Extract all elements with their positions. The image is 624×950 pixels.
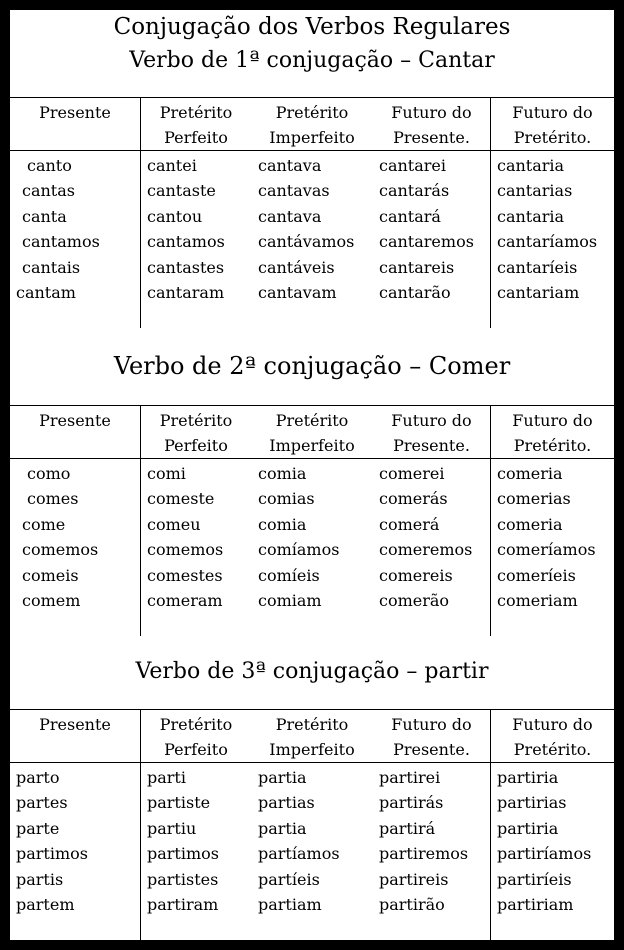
list-item: partes bbox=[16, 793, 68, 813]
list-item: comeis bbox=[22, 565, 79, 585]
section-heading-1: Verbo de 1ª conjugação – Cantar bbox=[129, 48, 495, 73]
column-futuro-presente bbox=[379, 461, 472, 613]
list-item: partirei bbox=[379, 768, 441, 787]
header-preterito-perfeito: Pretérito Perfeito bbox=[159, 411, 233, 455]
header-futuro-presente: Futuro do Presente. bbox=[391, 715, 472, 759]
column-divider bbox=[490, 98, 491, 328]
list-item: cantava bbox=[258, 206, 322, 226]
header-preterito-perfeito: Pretérito Perfeito bbox=[159, 715, 233, 759]
list-item: comereis bbox=[379, 565, 453, 585]
column-preterito-imperfeito bbox=[258, 461, 339, 613]
list-item: partíamos bbox=[258, 844, 340, 864]
list-item: parti bbox=[147, 768, 186, 787]
list-item: partiu bbox=[147, 818, 197, 838]
list-item: comi bbox=[147, 464, 186, 483]
list-item: comerão bbox=[379, 590, 450, 610]
conjugation-table-2 bbox=[10, 405, 614, 636]
list-item: partirias bbox=[497, 793, 567, 813]
column-preterito-imperfeito bbox=[258, 765, 340, 917]
list-item: comerás bbox=[379, 489, 448, 509]
list-item: partiria bbox=[497, 768, 559, 787]
list-item: cantaremos bbox=[379, 232, 474, 252]
list-item: partirão bbox=[379, 894, 445, 914]
list-item: cantaríamos bbox=[497, 232, 598, 252]
page-title: Conjugação dos Verbos Regulares bbox=[113, 14, 511, 40]
table-header-row bbox=[10, 98, 614, 151]
list-item: comemos bbox=[147, 540, 224, 560]
list-item: partiram bbox=[147, 894, 219, 914]
header-futuro-preterito: Futuro do Pretérito. bbox=[512, 103, 593, 147]
list-item: comeria bbox=[497, 514, 563, 534]
column-divider bbox=[140, 710, 141, 941]
list-item: cantaria bbox=[497, 206, 565, 226]
list-item: cantam bbox=[16, 282, 76, 302]
list-item: cantariam bbox=[497, 282, 580, 302]
column-presente bbox=[16, 461, 98, 613]
column-futuro-preterito bbox=[497, 461, 596, 613]
list-item: comiam bbox=[258, 590, 322, 610]
list-item: partia bbox=[258, 818, 307, 838]
list-item: partimos bbox=[16, 844, 88, 864]
conjugation-table-3 bbox=[10, 709, 614, 941]
list-item: parte bbox=[16, 818, 60, 838]
list-item: cantaríeis bbox=[497, 257, 578, 277]
list-item: cantaria bbox=[497, 156, 565, 175]
list-item: comeu bbox=[147, 514, 201, 534]
list-item: cantavas bbox=[258, 181, 330, 201]
list-item: cantarás bbox=[379, 181, 450, 201]
column-preterito-perfeito bbox=[147, 765, 219, 917]
list-item: partistes bbox=[147, 869, 219, 889]
list-item: partiste bbox=[147, 793, 211, 813]
column-divider bbox=[140, 98, 141, 328]
table-header-row bbox=[10, 406, 614, 459]
list-item: partirá bbox=[379, 818, 436, 838]
list-item: comerias bbox=[497, 489, 571, 509]
list-item: comemos bbox=[22, 540, 99, 560]
list-item: canta bbox=[22, 206, 67, 226]
list-item: comeriam bbox=[497, 590, 578, 610]
column-divider bbox=[490, 406, 491, 636]
list-item: comíamos bbox=[258, 540, 340, 560]
header-presente: Presente bbox=[39, 103, 111, 122]
list-item: comeste bbox=[147, 489, 215, 509]
list-item: partia bbox=[258, 768, 307, 787]
column-divider bbox=[140, 406, 141, 636]
list-item: canto bbox=[27, 156, 72, 175]
list-item: partíeis bbox=[258, 869, 320, 889]
list-item: parto bbox=[16, 768, 60, 787]
list-item: comíeis bbox=[258, 565, 320, 585]
list-item: cantávamos bbox=[258, 232, 355, 252]
column-futuro-presente bbox=[379, 765, 468, 917]
list-item: comerá bbox=[379, 514, 440, 534]
column-futuro-presente bbox=[379, 153, 474, 305]
header-presente: Presente bbox=[39, 715, 111, 734]
conjugation-table-1 bbox=[10, 97, 614, 328]
list-item: partias bbox=[258, 793, 315, 813]
list-item: cantarei bbox=[379, 156, 447, 175]
list-item: cantais bbox=[22, 257, 81, 277]
list-item: comeríamos bbox=[497, 540, 596, 560]
list-item: comeria bbox=[497, 464, 563, 483]
list-item: cantamos bbox=[22, 232, 100, 252]
list-item: cantava bbox=[258, 156, 322, 175]
table-header-row bbox=[10, 710, 614, 763]
list-item: partiríamos bbox=[497, 844, 592, 864]
column-presente bbox=[16, 765, 88, 917]
list-item: partirás bbox=[379, 793, 444, 813]
header-futuro-presente: Futuro do Presente. bbox=[391, 411, 472, 455]
column-preterito-perfeito bbox=[147, 153, 225, 305]
list-item: cantastes bbox=[147, 257, 225, 277]
list-item: cantáveis bbox=[258, 257, 335, 277]
list-item: comem bbox=[22, 590, 81, 610]
header-futuro-preterito: Futuro do Pretérito. bbox=[512, 715, 593, 759]
column-preterito-imperfeito bbox=[258, 153, 354, 305]
header-futuro-presente: Futuro do Presente. bbox=[391, 103, 472, 147]
list-item: partis bbox=[16, 869, 64, 889]
column-divider bbox=[490, 710, 491, 941]
list-item: cantarias bbox=[497, 181, 573, 201]
list-item: partiremos bbox=[379, 844, 469, 864]
list-item: comeríeis bbox=[497, 565, 576, 585]
list-item: cantou bbox=[147, 206, 203, 226]
list-item: partiríeis bbox=[497, 869, 572, 889]
section-heading-3: Verbo de 3ª conjugação – partir bbox=[135, 659, 489, 684]
list-item: partiriam bbox=[497, 894, 574, 914]
list-item: comeremos bbox=[379, 540, 473, 560]
header-preterito-perfeito: Pretérito Perfeito bbox=[159, 103, 233, 147]
list-item: cantaste bbox=[147, 181, 216, 201]
header-preterito-imperfeito: Pretérito Imperfeito bbox=[269, 411, 355, 455]
list-item: cantas bbox=[22, 181, 75, 201]
list-item: partem bbox=[16, 894, 75, 914]
column-futuro-preterito bbox=[497, 153, 597, 305]
header-futuro-preterito: Futuro do Pretérito. bbox=[512, 411, 593, 455]
list-item: partiam bbox=[258, 894, 322, 914]
list-item: cantará bbox=[379, 206, 441, 226]
list-item: como bbox=[27, 464, 71, 483]
list-item: comia bbox=[258, 514, 307, 534]
column-presente bbox=[16, 153, 100, 305]
section-heading-2: Verbo de 2ª conjugação – Comer bbox=[113, 352, 511, 380]
conjugation-sheet bbox=[10, 10, 614, 940]
column-futuro-preterito bbox=[497, 765, 591, 917]
column-preterito-perfeito bbox=[147, 461, 223, 613]
list-item: cantaram bbox=[147, 282, 225, 302]
list-item: comias bbox=[258, 489, 315, 509]
list-item: comeram bbox=[147, 590, 223, 610]
list-item: comes bbox=[27, 489, 79, 509]
header-presente: Presente bbox=[39, 411, 111, 430]
list-item: comerei bbox=[379, 464, 445, 483]
header-preterito-imperfeito: Pretérito Imperfeito bbox=[269, 103, 355, 147]
list-item: partiria bbox=[497, 818, 559, 838]
list-item: cantamos bbox=[147, 232, 225, 252]
list-item: come bbox=[22, 514, 66, 534]
list-item: partireis bbox=[379, 869, 449, 889]
list-item: cantarão bbox=[379, 282, 451, 302]
list-item: cantareis bbox=[379, 257, 455, 277]
header-preterito-imperfeito: Pretérito Imperfeito bbox=[269, 715, 355, 759]
list-item: comia bbox=[258, 464, 307, 483]
list-item: comestes bbox=[147, 565, 223, 585]
list-item: cantei bbox=[147, 156, 197, 175]
list-item: cantavam bbox=[258, 282, 337, 302]
list-item: partimos bbox=[147, 844, 219, 864]
